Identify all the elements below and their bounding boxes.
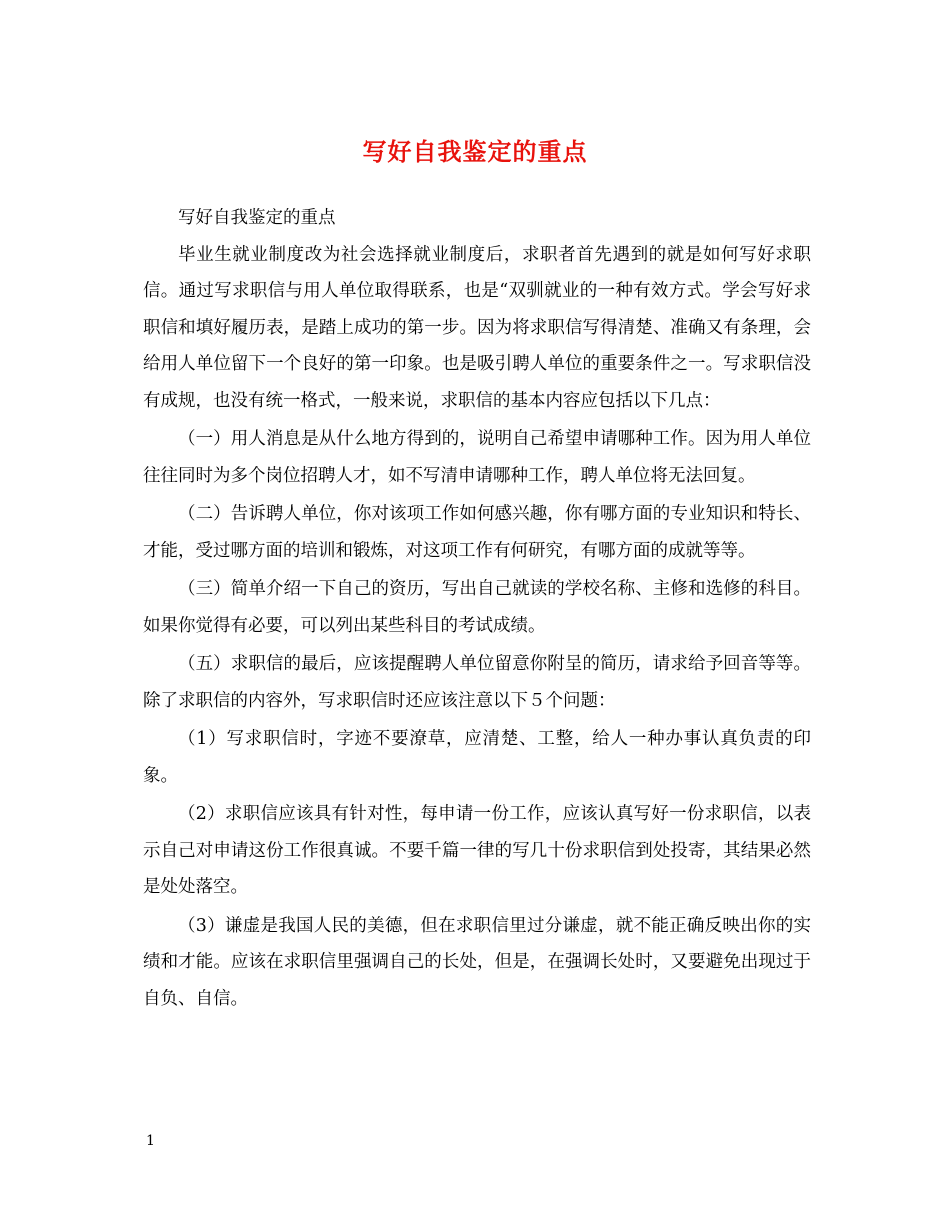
- page-number: 1: [146, 1133, 155, 1149]
- document-title: 写好自我鉴定的重点: [362, 137, 588, 166]
- paragraph-intro: 毕业生就业制度改为社会选择就业制度后，求职者首先遇到的就是如何写好求职信。通过写求职信与用人单位取得联系，也是“双驯就业的一种有效方式。学会写好求职信和填好履历表，是踏上成功的第一步。因为将求职信写得清楚、准确又有条理，会给用人单位留下一个良好的第一印象。也是吸引聘人单位的重要条件之一。写求职信没有成规，也没有统一格式，一般来说，求职信的基本内容应包括以下几点：: [143, 244, 811, 411]
- paragraph-issue-1: （1）写求职信时，字迹不要潦草，应清楚、工整，给人一种办事认真负责的印象。: [143, 729, 811, 786]
- body-subtitle: 写好自我鉴定的重点: [178, 208, 336, 228]
- paragraph-issue-3: （3）谦虚是我国人民的美德，但在求职信里过分谦虚，就不能正确反映出你的实绩和才能。应该在求职信里强调自己的长处，但是，在强调长处时，又要避免出现过于自负、自信。: [143, 915, 811, 1009]
- document-body: [143, 200, 811, 1017]
- paragraph-point-2: （二）告诉聘人单位，你对该项工作如何感兴趣，你有哪方面的专业知识和特长、才能，受过哪方面的培训和锻炼，对这项工作有何研究，有哪方面的成就等等。: [143, 504, 811, 561]
- paragraph-point-5: （五）求职信的最后，应该提醒聘人单位留意你附呈的简历，请求给予回音等等。除了求职信的内容外，写求职信时还应该注意以下５个问题：: [143, 654, 811, 711]
- paragraph-point-3: （三）简单介绍一下自己的资历，写出自己就读的学校名称、主修和选修的科目。如果你觉得有必要，可以列出某些科目的考试成绩。: [143, 579, 811, 636]
- paragraph-issue-2: （2）求职信应该具有针对性，每申请一份工作，应该认真写好一份求职信，以表示自己对申请这份工作很真诚。不要千篇一律的写几十份求职信到处投寄，其结果必然是处处落空。: [143, 804, 811, 897]
- paragraph-point-1: （一）用人消息是从什么地方得到的，说明自己希望申请哪种工作。因为用人单位往往同时为多个岗位招聘人才，如不写清申请哪种工作，聘人单位将无法回复。: [143, 429, 811, 486]
